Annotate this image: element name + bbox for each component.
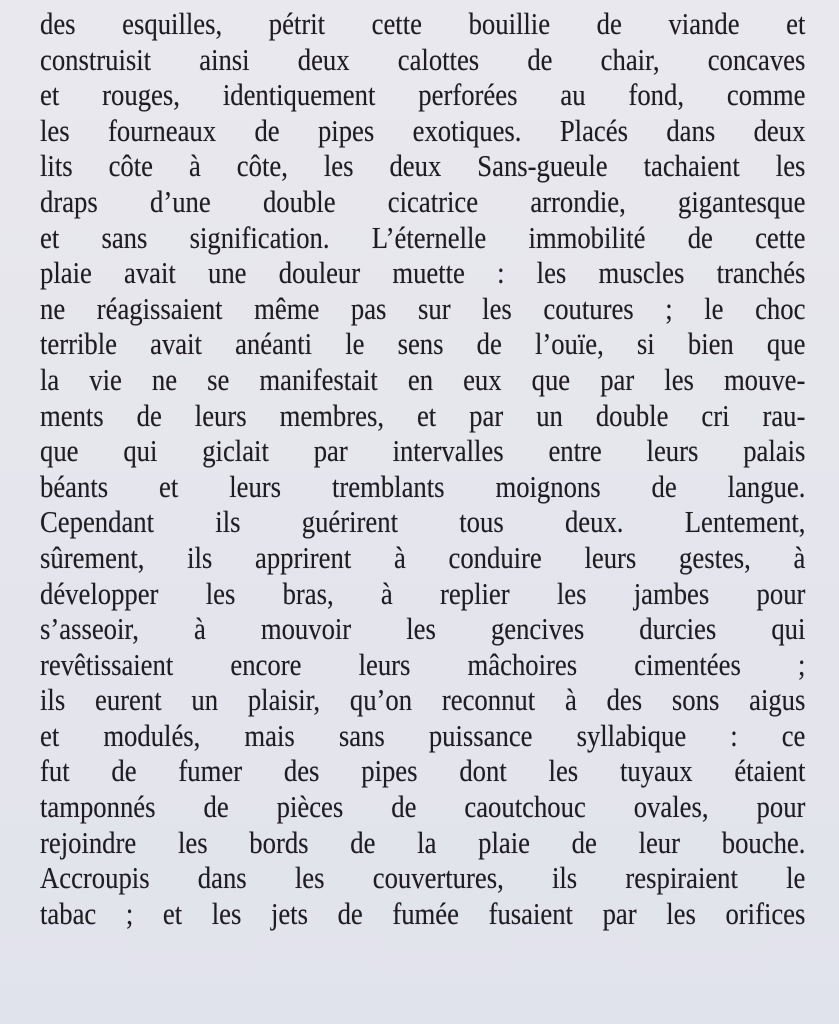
text-line: construisit ainsi deux calottes de chair, concaves	[40, 41, 806, 77]
text-line: draps d’une double cicatrice arrondie, gigantesque	[40, 183, 806, 219]
text-line: tamponnés de pièces de caoutchouc ovales, pour	[40, 789, 806, 825]
text-line: rejoindre les bords de la plaie de leur bouche.	[40, 824, 806, 860]
text-line: que qui giclait par intervalles entre leurs palais	[40, 433, 806, 469]
text-line: les fourneaux de pipes exotiques. Placés dans deux	[40, 112, 806, 148]
text-line: fut de fumer des pipes dont les tuyaux étaient	[40, 753, 806, 789]
text-line: développer les bras, à replier les jambes pour	[40, 575, 806, 611]
text-line: des esquilles, pétrit cette bouillie de viande et	[40, 6, 806, 41]
text-line: la vie ne se manifestait en eux que par les mouve-	[40, 361, 806, 397]
text-line: béants et leurs tremblants moignons de langue.	[40, 468, 806, 504]
text-line: ne réagissaient même pas sur les coutures ; le choc	[40, 290, 806, 326]
text-line: et modulés, mais sans puissance syllabique : ce	[40, 717, 806, 753]
text-line: tabac ; et les jets de fumée fusaient par les orifices	[40, 895, 806, 931]
text-line: plaie avait une douleur muette : les muscles tranchés	[40, 255, 806, 291]
text-line: s’asseoir, à mouvoir les gencives durcies qui	[40, 611, 806, 647]
text-line: et rouges, identiquement perforées au fond, comme	[40, 77, 806, 113]
body-text	[40, 6, 806, 931]
text-line: terrible avait anéanti le sens de l’ouïe, si bien que	[40, 326, 806, 362]
text-line: ments de leurs membres, et par un double cri rau-	[40, 397, 806, 433]
text-line: revêtissaient encore leurs mâchoires cimentées ;	[40, 646, 806, 682]
text-line: Accroupis dans les couvertures, ils respiraient le	[40, 860, 806, 896]
text-line: Cependant ils guérirent tous deux. Lentement,	[40, 504, 806, 540]
text-line: ils eurent un plaisir, qu’on reconnut à des sons aigus	[40, 682, 806, 718]
text-line: sûrement, ils apprirent à conduire leurs gestes, à	[40, 539, 806, 575]
text-line: et sans signification. L’éternelle immobilité de cette	[40, 219, 806, 255]
text-line: lits côte à côte, les deux Sans-gueule tachaient les	[40, 148, 806, 184]
